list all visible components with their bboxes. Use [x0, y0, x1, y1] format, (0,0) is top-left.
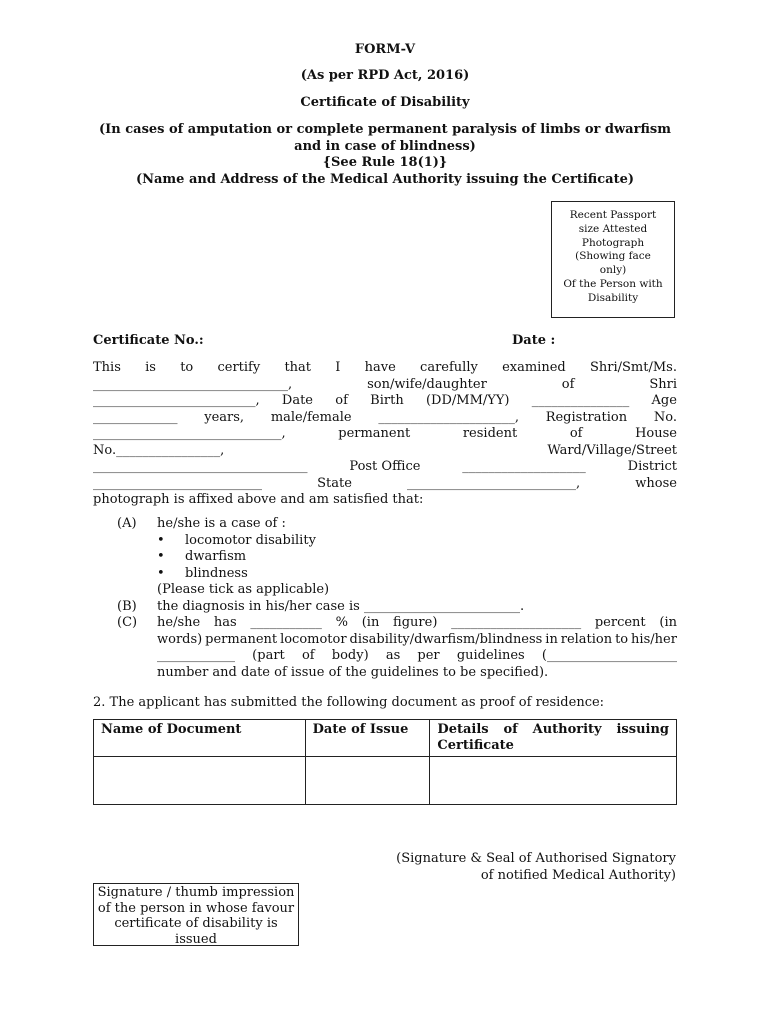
word: State — [317, 475, 352, 491]
word: No.________________, — [93, 442, 225, 458]
item-a-label: (A) — [117, 516, 137, 531]
word: of — [561, 376, 575, 392]
word: Post Office — [349, 459, 421, 474]
word: words) — [157, 631, 203, 647]
word: __________________________ — [93, 475, 262, 491]
word: examined — [502, 360, 566, 375]
word: figure) — [393, 615, 438, 630]
item-c-line — [157, 648, 677, 665]
applicant-signature-box[interactable] — [93, 883, 299, 946]
item-b-label: (B) — [117, 598, 137, 614]
authority-signature-caption — [380, 851, 676, 884]
word: (in — [361, 615, 380, 630]
bullet-icon: • — [157, 565, 165, 581]
word: ____________ — [157, 648, 235, 663]
word: _________________________, — [93, 393, 260, 408]
word: locomotor — [280, 631, 347, 647]
certification-paragraph — [93, 360, 677, 509]
item-a-text: he/she is a case of : — [157, 516, 286, 531]
signature-line: (Signature & Seal of Authorised Signatory — [396, 851, 676, 866]
word: (in — [659, 615, 677, 630]
word: to — [180, 360, 194, 375]
word: carefully — [420, 360, 478, 375]
word: disability/dwarfism/blindness — [349, 631, 543, 647]
word: % — [335, 615, 348, 630]
cases-line-1: (In cases of amputation or complete permanent paralysis of limbs or dwarfism — [99, 122, 671, 137]
signature-box-line: Signature / thumb impression — [97, 885, 295, 900]
word: body) — [331, 648, 369, 663]
word: resident — [462, 426, 518, 441]
word: relation — [560, 631, 613, 647]
word: have — [364, 360, 396, 375]
word: (part — [252, 648, 285, 663]
date-label: Date : — [512, 333, 556, 348]
photo-line: Of the Person with — [563, 277, 663, 290]
word: has — [213, 615, 237, 630]
word: of — [335, 393, 348, 408]
certificate-no-label: Certificate No.: — [93, 333, 204, 348]
word: permanent — [205, 631, 278, 647]
word: _________________________________ — [93, 459, 308, 474]
word: District — [627, 459, 677, 474]
signature-box-line: issued — [175, 931, 217, 947]
word: Ward/Village/Street — [547, 442, 677, 458]
word: of — [569, 426, 583, 441]
item-c-line: number and date of issue of the guidelines to be specified). — [157, 664, 549, 680]
col-name-of-document: Name of Document — [94, 720, 306, 757]
word: (DD/MM/YY) — [425, 393, 510, 408]
option-locomotor[interactable] — [93, 533, 677, 550]
word: Age — [651, 393, 677, 408]
item-c-line — [157, 632, 677, 649]
photo-box[interactable] — [551, 201, 675, 318]
word: _____________________, — [378, 409, 519, 425]
word: ____________________ — [451, 615, 582, 630]
word: I — [335, 360, 341, 375]
para-line — [93, 377, 677, 394]
word: permanent — [338, 426, 411, 441]
word: This — [93, 360, 121, 375]
word: son/wife/daughter — [367, 376, 487, 392]
assessment-items — [93, 516, 677, 681]
table-row — [94, 757, 677, 805]
para-line: photograph is affixed above and am satisfied that: — [93, 492, 424, 507]
word: No. — [653, 409, 677, 425]
word: percent — [594, 615, 646, 630]
para-line — [93, 393, 677, 410]
word: of — [301, 648, 315, 663]
word: ___________ — [250, 615, 322, 630]
col-authority-details: Details of Authority issuing Certificate — [430, 720, 677, 757]
word: Registration — [545, 409, 628, 425]
word: years, — [204, 409, 245, 425]
option-label: dwarfism — [185, 549, 247, 564]
word: Date — [281, 393, 313, 408]
tick-note: (Please tick as applicable) — [157, 582, 330, 597]
residence-proof-heading: 2. The applicant has submitted the following document as proof of residence: — [93, 695, 605, 710]
para-line — [93, 459, 677, 476]
photo-line: Disability — [587, 291, 639, 304]
word: certify — [217, 360, 261, 375]
word: as — [385, 648, 401, 663]
signature-line: of notified Medical Authority) — [480, 867, 676, 883]
word: Shri/Smt/Ms. — [589, 360, 677, 375]
option-dwarfism[interactable] — [93, 549, 677, 566]
authority-details-cell[interactable] — [430, 757, 677, 805]
word: whose — [635, 475, 677, 491]
word: is — [145, 360, 156, 375]
option-blindness[interactable] — [93, 566, 677, 583]
option-label: blindness — [185, 565, 248, 581]
signature-box-line: of the person in whose favour — [97, 900, 295, 916]
word: to — [615, 631, 629, 647]
photo-line: only) — [599, 264, 627, 277]
rule-reference: {See Rule 18(1)} — [322, 155, 448, 170]
option-label: locomotor disability — [185, 532, 316, 548]
form-title: FORM-V — [354, 42, 416, 57]
item-c-line — [157, 615, 677, 632]
word: per — [417, 648, 440, 663]
item-b-text: the diagnosis in his/her case is ________________________. — [157, 598, 525, 614]
word: _____________ — [93, 409, 178, 425]
certificate-title: Certificate of Disability — [300, 95, 470, 110]
para-line — [93, 360, 677, 377]
word: _______________ — [531, 393, 630, 408]
para-line — [93, 443, 677, 460]
word: male/female — [270, 409, 352, 425]
word: guidelines — [456, 648, 525, 663]
para-line — [93, 410, 677, 427]
item-c-label: (C) — [117, 615, 138, 630]
col-date-of-issue: Date of Issue — [305, 720, 430, 757]
word: __________________________, — [407, 475, 581, 491]
word: Birth — [370, 393, 404, 408]
para-line — [93, 476, 677, 493]
act-reference: (As per RPD Act, 2016) — [300, 68, 470, 83]
word: ______________________________, — [93, 376, 293, 392]
photo-line: (Showing face — [575, 250, 651, 263]
residence-documents-table — [93, 719, 677, 805]
word: _____________________________, — [93, 426, 286, 441]
photo-line: Photograph — [581, 236, 645, 249]
word: that — [284, 360, 312, 375]
photo-line: Recent Passport — [569, 209, 657, 221]
document-name-cell[interactable] — [94, 757, 306, 805]
cases-heading — [0, 122, 770, 188]
word: in — [545, 631, 558, 647]
para-line — [93, 426, 677, 443]
cases-line-2: and in case of blindness) — [294, 138, 476, 154]
signature-box-line: certificate of disability is — [114, 916, 278, 931]
authority-heading: (Name and Address of the Medical Authority issuing the Certificate) — [135, 171, 635, 187]
word: his/her — [631, 631, 677, 647]
bullet-icon: • — [157, 549, 165, 564]
word: ___________________ — [462, 459, 586, 474]
word: Shri — [649, 376, 677, 392]
word: (____________________ — [541, 648, 677, 663]
date-of-issue-cell[interactable] — [305, 757, 430, 805]
photo-line: size Attested — [578, 222, 648, 235]
bullet-icon: • — [157, 532, 165, 548]
word: House — [635, 426, 677, 441]
word: he/she — [157, 615, 201, 630]
